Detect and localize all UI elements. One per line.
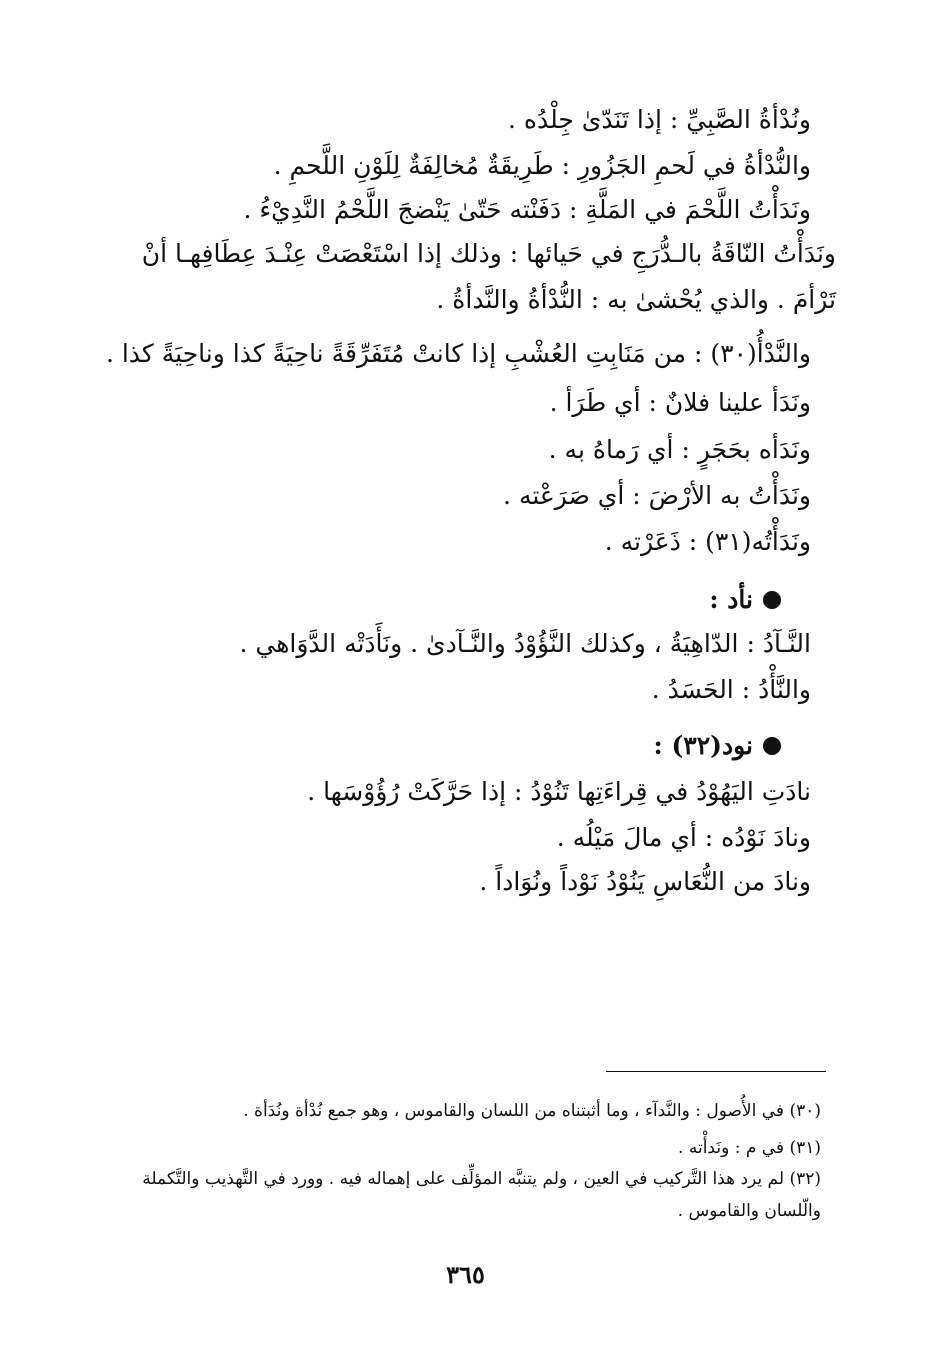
entry-heading-naad bbox=[709, 580, 781, 620]
text-line: ونُدْأةُ الصَّبِيِّ : إذا تَنَدّىٰ جِلْدُه . bbox=[507, 105, 811, 134]
text-line: والنَّدْأُ(٣٠) : من مَنَابِتِ العُشْبِ إذا كانتْ مُتَفَرِّقَةً ناحِيَةً كذا وناحِيَةً كذا . bbox=[105, 339, 811, 368]
text-line: ونَدَأ علينا فلانٌ : أي طَرَأ . bbox=[549, 388, 811, 417]
text-line: ونَدَأه بحَجَرٍ : أي رَماهُ به . bbox=[548, 435, 811, 464]
text-line: نادَتِ اليَهُوْدُ في قِراءَتِها تَنُوْدُ : إذا حَرَّكَتْ رُؤُوْسَها . bbox=[307, 777, 811, 806]
footnote: (٣٠) في الأُصول : والنَّدآء ، وما أثبتناه من اللسان والقاموس ، وهو جمع نُدْأة ونُدَأة . bbox=[243, 1101, 821, 1121]
bullet-icon bbox=[763, 591, 781, 609]
entry-heading-text: نود(٣٢) : bbox=[653, 731, 753, 760]
text-line: ونَدَأْتُه(٣١) : ذَعَرْته . bbox=[604, 527, 811, 556]
text-line: ونادَ نَوْدُه : أي مالَ مَيْلُه . bbox=[556, 823, 811, 852]
footnote: والّلسان والقاموس . bbox=[677, 1201, 821, 1221]
text-line: ونادَ من النُّعَاسِ يَنُوْدُ نَوْداً ونُوَاداً . bbox=[479, 867, 811, 896]
text-line: تَرْأمَ . والذي يُحْشىٰ به : النُّدْأةُ والنَّدأةُ . bbox=[436, 285, 836, 314]
text-line: النَّـآدُ : الدّاهِيَةُ ، وكذلك النَّؤُوْدُ والنَّـآدىٰ . ونَأَدَتْه الدَّوَاهي . bbox=[239, 629, 811, 658]
footnote-divider bbox=[606, 1071, 826, 1072]
footnote: (٣٢) لم يرد هذا التَّركيب في العين ، ولم يتنبَّه المؤلِّف على إهماله فيه . وورد في التَّهذيب والتَّكملة bbox=[142, 1169, 821, 1189]
bullet-icon bbox=[763, 737, 781, 755]
footnote: (٣١) في م : ونَدأْته . bbox=[678, 1138, 821, 1158]
entry-heading-text: نأد : bbox=[709, 585, 753, 614]
text-line: والنُّدْأةُ في لَحمِ الجَزُورِ : طَرِيقَةٌ مُخالِفَةٌ لِلَوْنِ اللَّحمِ . bbox=[273, 151, 811, 180]
entry-heading-nawd bbox=[654, 726, 781, 766]
text-line: ونَدَأْتُ به الأرْضَ : أي صَرَعْته . bbox=[503, 481, 811, 510]
page-number: ٣٦٥ bbox=[446, 1260, 485, 1289]
text-line: ونَدَأْتُ اللَّحْمَ في المَلَّةِ : دَفَنْته حَتّىٰ يَنْضجَ اللَّحْمُ النَّدِيْءُ . bbox=[243, 195, 811, 224]
text-line: ونَدَأْتُ النّاقَةُ بالـدُّرَجِ في حَيائها : وذلك إذا اسْتَعْصَتْ عِنْـدَ عِطَافِهـا أنْ bbox=[141, 239, 836, 268]
text-line: والنَّأْدُ : الحَسَدُ . bbox=[651, 675, 811, 704]
